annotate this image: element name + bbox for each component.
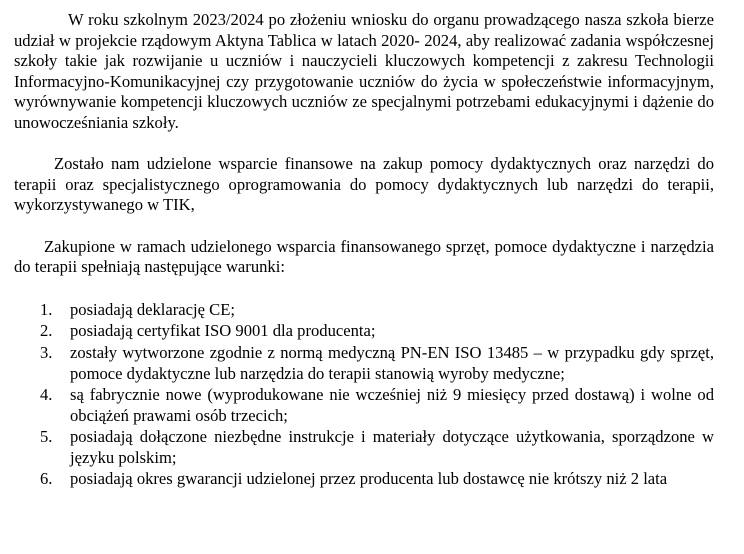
intro-paragraph: W roku szkolnym 2023/2024 po złożeniu wniosku do organu prowadzącego nasza szkoła bierze udział w projekcie rządowym Aktyna Tablica w latach 2020- 2024, aby realizować zadania współczesnej szkoły takie jak rozwijanie u uczniów i nauczycieli kluczowych kompetencji z zakresu Technologii Informacyjno-Komunikacyjnej czy przygotowanie uczniów do życia w społeczeństwie informacyjnym, wyrównywanie kompetencji kluczowych uczniów ze specjalnymi potrzebami edukacyjnymi i dążenie do unowocześniania szkoły. xyxy=(14,10,714,132)
list-item-text: są fabrycznie nowe (wyprodukowane nie wcześniej niż 9 miesięcy przed dostawą) i wolne od obciążeń prawami osób trzecich; xyxy=(70,385,714,425)
document-page xyxy=(14,10,714,491)
conditions-intro-paragraph: Zakupione w ramach udzielonego wsparcia finansowanego sprzęt, pomoce dydaktyczne i narzędzia do terapii spełniają następujące warunki: xyxy=(14,236,714,277)
list-item-number: 5. xyxy=(40,427,53,447)
list-item-text: zostały wytworzone zgodnie z normą medyczną PN-EN ISO 13485 – w przypadku gdy sprzęt, pomoce dydaktyczne lub narzędzia do terapii stanowią wyroby medyczne; xyxy=(70,342,714,383)
list-item xyxy=(14,385,714,426)
list-item xyxy=(14,321,714,342)
list-item-text: posiadają certyfikat ISO 9001 dla producenta; xyxy=(70,321,376,341)
list-item-text: posiadają okres gwarancji udzielonej przez producenta lub dostawcę nie krótszy niż 2 lata xyxy=(70,469,668,489)
list-item xyxy=(14,469,714,490)
list-item-text: posiadają dołączone niezbędne instrukcje i materiały dotyczące użytkowania, sporządzone w języku polskim; xyxy=(70,427,714,467)
list-item xyxy=(14,343,714,384)
funding-paragraph: Zostało nam udzielone wsparcie finansowe na zakup pomocy dydaktycznych oraz narzędzi do terapii oraz specjalistycznego oprogramowania do pomocy dydaktycznych lub narzędzi do terapii, wykorzystywanego w TIK, xyxy=(14,154,714,215)
conditions-list xyxy=(14,300,714,490)
list-item-number: 3. xyxy=(40,342,53,362)
list-item-number: 6. xyxy=(40,469,53,489)
list-item-number: 1. xyxy=(40,299,53,319)
list-item xyxy=(14,300,714,321)
list-item-number: 2. xyxy=(40,321,53,341)
list-item xyxy=(14,427,714,468)
list-item-number: 4. xyxy=(40,385,53,405)
list-item-text: posiadają deklarację CE; xyxy=(70,299,235,319)
